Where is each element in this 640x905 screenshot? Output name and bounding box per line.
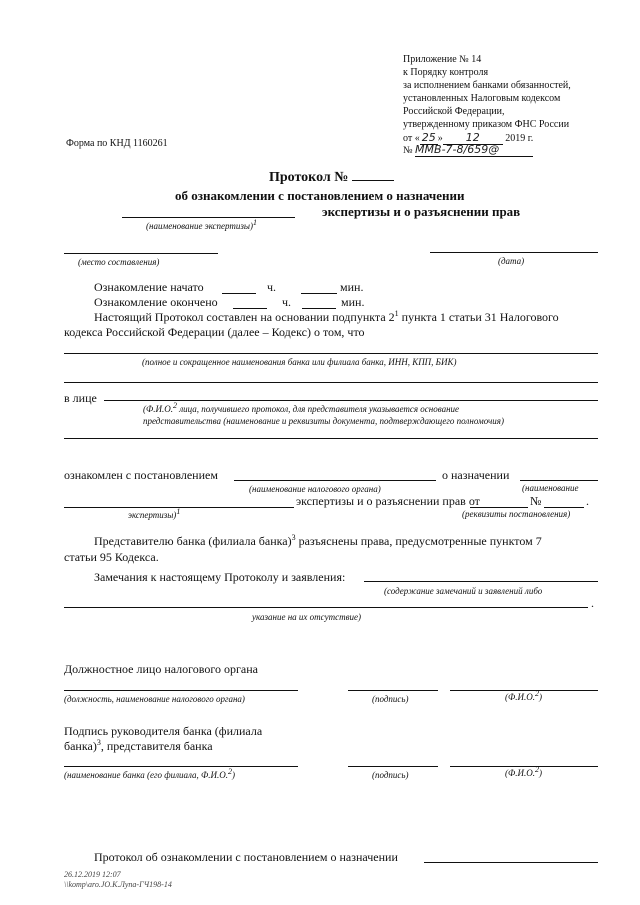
footnote-ref: 1 <box>394 309 399 318</box>
caption-signature: (подпись) <box>372 694 409 704</box>
footnote-ref: 3 <box>291 533 296 542</box>
caption-close: ) <box>538 768 542 778</box>
protocol-title: Протокол № <box>269 170 349 185</box>
appendix-line-3: за исполнением банками обязанностей, <box>403 80 571 91</box>
bank-signature-blank <box>348 766 438 767</box>
bank-sign-text-a: банка) <box>64 739 97 753</box>
remarks-blank <box>364 581 598 582</box>
caption-fio-2 <box>505 765 542 778</box>
footnote-ref: 1 <box>253 218 258 227</box>
appendix-line-5: Российской Федерации, <box>403 106 505 117</box>
appointment-label: о назначении <box>442 468 510 482</box>
title-line-2: об ознакомлении с постановлением о назначении <box>175 188 465 203</box>
caption-text: (наименование экспертизы) <box>146 221 254 231</box>
resolution-number-blank <box>544 507 584 508</box>
official-position-blank <box>64 690 298 691</box>
bank-sign-line2 <box>64 739 213 754</box>
end-minutes-blank <box>302 308 336 309</box>
expertise-rights-label: экспертизы и о разъяснении прав от <box>296 494 480 508</box>
caption-fio <box>505 689 542 702</box>
remarks-blank-2 <box>64 607 588 608</box>
end-hours-blank <box>233 308 267 309</box>
end-label: Ознакомление окончено <box>94 295 218 309</box>
caption-person-2: представительства (наименование и реквизиты документа, подтверждающего полномочия) <box>143 416 504 426</box>
footer-path: \\komp\aro.JO.К.Лупа-ГЧ198-14 <box>64 880 172 889</box>
footnote-ref: 2 <box>534 689 539 698</box>
para2-line1 <box>94 534 542 549</box>
appendix-line-6: утвержденному приказом ФНС России <box>403 119 570 130</box>
caption-text: (Ф.И.О. <box>505 768 535 778</box>
person-blank-2 <box>64 438 598 439</box>
bank-fio-blank-2 <box>450 766 598 767</box>
bottom-blank <box>424 862 598 863</box>
para2-text-b: разъяснены права, предусмотренные пунктом 7 <box>295 534 542 548</box>
resolution-date-blank <box>470 507 528 508</box>
caption-remarks-content: (содержание замечаний и заявлений либо <box>384 586 543 596</box>
title-line-3: экспертизы и о разъяснении прав <box>322 204 521 219</box>
caption-close: ) <box>232 770 236 780</box>
in-person-label: в лице <box>64 391 97 405</box>
end-minutes-unit: мин. <box>341 295 365 309</box>
appointment-blank <box>520 480 598 481</box>
official-fio-blank <box>450 690 598 691</box>
para1-line2: кодекса Российской Федерации (далее – Кодекс) о том, что <box>64 325 365 339</box>
bank-fio-blank <box>64 766 298 767</box>
start-label: Ознакомление начато <box>94 280 204 294</box>
bank-sign-line1: Подпись руководителя банка (филиала <box>64 724 263 738</box>
remarks-label: Замечания к настоящему Протоколу и заявления: <box>94 570 346 584</box>
caption-person-1 <box>143 401 460 414</box>
person-blank <box>104 400 598 401</box>
order-number-handwritten: ММВ-7-8/659@ <box>415 143 533 157</box>
para1-text-b: пункта 1 статьи 31 Налогового <box>398 310 559 324</box>
date-prefix: от « <box>403 133 420 144</box>
bottom-protocol-line: Протокол об ознакомлении с постановлением о назначении <box>94 850 398 864</box>
footnote-ref: 1 <box>176 507 181 516</box>
footnote-ref: 2 <box>228 767 233 776</box>
caption-text: (Ф.И.О. <box>505 692 535 702</box>
caption-text: экспертизы) <box>128 510 177 520</box>
acquainted-label: ознакомлен с постановлением <box>64 468 218 482</box>
caption-naming: (наименование <box>522 483 579 493</box>
period: . <box>586 494 589 508</box>
appendix-order-number <box>403 143 533 157</box>
place-blank <box>64 253 218 254</box>
official-signature-blank <box>348 690 438 691</box>
number-sign: № <box>530 494 542 508</box>
caption-text: (наименование банка (его филиала, Ф.И.О. <box>64 770 229 780</box>
bank-sign-text-b: , представителя банка <box>100 739 213 753</box>
caption-expertise-2 <box>128 507 181 520</box>
caption-expertise-name <box>146 218 258 231</box>
caption-bank-name: (полное и сокращенное наименования банка или филиала банка, ИНН, КПП, БИК) <box>142 357 457 367</box>
footnote-ref: 2 <box>172 401 177 410</box>
resolution-tax-authority-blank <box>234 480 436 481</box>
para1-text-a: Настоящий Протокол составлен на основании подпункта 2 <box>94 310 395 324</box>
start-hours-unit: ч. <box>267 280 277 294</box>
footnote-ref: 2 <box>534 765 539 774</box>
caption-fio: (Ф.И.О. <box>143 404 173 414</box>
para1-line1 <box>94 310 559 325</box>
bank-name-blank <box>64 353 598 354</box>
expertise-name-blank <box>122 217 295 218</box>
footer-timestamp: 26.12.2019 12:07 <box>64 870 121 879</box>
date-blank <box>430 252 598 253</box>
start-minutes-unit: мин. <box>340 280 364 294</box>
start-hours-blank <box>222 293 256 294</box>
date-year: 2019 г. <box>505 133 534 144</box>
appendix-number: Приложение № 14 <box>403 54 482 65</box>
caption-close: ) <box>538 692 542 702</box>
caption-person-rest: лица, получившего протокол, для представителя указывается основание <box>176 404 460 414</box>
appendix-line-2: к Порядку контроля <box>403 67 489 78</box>
caption-resolution-details: (реквизиты постановления) <box>462 509 571 519</box>
form-code: Форма по КНД 1160261 <box>66 138 168 149</box>
order-number-prefix: № <box>403 145 413 156</box>
footnote-ref: 3 <box>96 738 101 747</box>
caption-signature-2: (подпись) <box>372 770 409 780</box>
date-day: 25 <box>421 131 436 144</box>
protocol-number-blank <box>352 180 394 181</box>
caption-bank-fio <box>64 767 236 780</box>
para2-text-a: Представителю банка (филиала банка) <box>94 534 292 548</box>
caption-official-position: (должность, наименование налогового органа) <box>64 694 245 704</box>
start-minutes-blank <box>301 293 337 294</box>
title-line-1 <box>269 170 394 186</box>
remarks-period: . <box>591 596 594 610</box>
end-hours-unit: ч. <box>282 295 292 309</box>
caption-tax-authority: (наименование налогового органа) <box>249 484 381 494</box>
caption-place: (место составления) <box>78 257 160 267</box>
caption-remarks-absence: указание на их отсутствие) <box>252 612 361 622</box>
caption-date: (дата) <box>498 256 525 266</box>
appendix-line-4: установленных Налоговым кодексом <box>403 93 561 104</box>
date-mid: » <box>437 133 443 144</box>
date-month: 12 <box>443 131 503 145</box>
para2-line2: статьи 95 Кодекса. <box>64 550 159 564</box>
official-label: Должностное лицо налогового органа <box>64 662 258 676</box>
bank-name-blank-2 <box>64 382 598 383</box>
